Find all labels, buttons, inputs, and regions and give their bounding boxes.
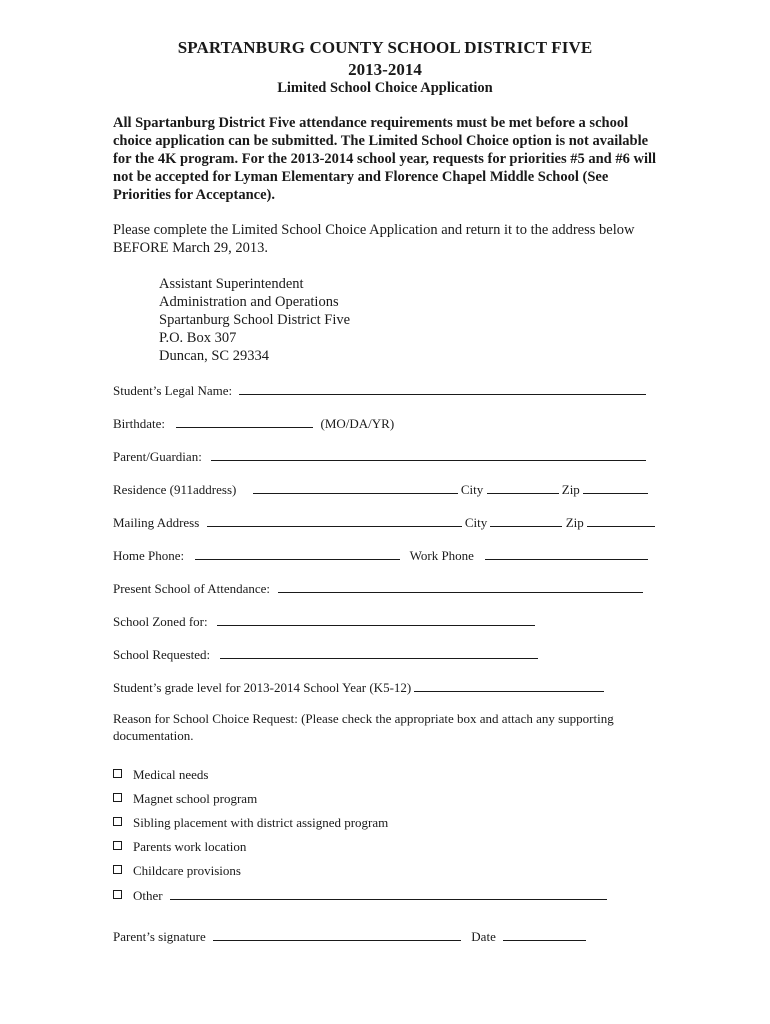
parent-guardian-label: Parent/Guardian:: [113, 449, 202, 464]
address-line: Spartanburg School District Five: [159, 312, 351, 328]
reason-option: [113, 862, 241, 880]
checkbox[interactable]: [113, 890, 122, 899]
attendance-notice: All Spartanburg District Five attendance requirements must be met before a school choice application can be submitted. The Limited School Choice option is not available for the 4K program. For the 2013-2014 school year, requests for priorities #5 and #6 will not be accepted for Lyman Elementary and Florence Chapel Middle School (See Priorities for Acceptance).: [113, 115, 657, 203]
birthdate-format-hint: (MO/DA/YR): [320, 416, 395, 431]
date-field[interactable]: [503, 927, 586, 941]
residence-zip-label: Zip: [561, 482, 580, 497]
checkbox[interactable]: [113, 793, 122, 802]
mailing-address-label: Mailing Address: [113, 515, 200, 530]
residence-zip-field[interactable]: [583, 480, 648, 494]
parent-guardian-row: [113, 447, 646, 465]
reason-label: Childcare provisions: [133, 863, 241, 878]
reason-label: Medical needs: [133, 767, 209, 782]
parent-guardian-field[interactable]: [211, 447, 646, 461]
student-name-field[interactable]: [239, 381, 646, 395]
grade-level-label: Student’s grade level for 2013-2014 School Year (K5-12): [113, 680, 412, 695]
reason-option: [113, 766, 208, 784]
student-name-row: [113, 381, 646, 399]
district-title: SPARTANBURG COUNTY SCHOOL DISTRICT FIVE: [177, 38, 593, 57]
grade-level-field[interactable]: [414, 678, 604, 692]
residence-city-label: City: [460, 482, 484, 497]
signature-field[interactable]: [213, 927, 461, 941]
school-zoned-label: School Zoned for:: [113, 614, 208, 629]
form-title: Limited School Choice Application: [277, 80, 493, 96]
reason-option: [113, 886, 607, 905]
grade-level-row: [113, 678, 604, 696]
reason-option: [113, 814, 388, 832]
birthdate-field[interactable]: [176, 414, 313, 428]
mailing-address-block: [159, 275, 350, 365]
phone-row: [113, 546, 648, 564]
reason-option: [113, 790, 257, 808]
address-line: Duncan, SC 29334: [159, 348, 269, 364]
reason-label: Parents work location: [133, 839, 247, 854]
address-line: P.O. Box 307: [159, 330, 237, 346]
reason-label: Magnet school program: [133, 791, 258, 806]
residence-field[interactable]: [253, 480, 458, 494]
reason-label: Sibling placement with district assigned program: [133, 815, 389, 830]
signature-row: [113, 927, 586, 945]
checkbox[interactable]: [113, 865, 122, 874]
reason-option: [113, 838, 246, 856]
submission-instructions: Please complete the Limited School Choice Application and return it to the address below BEFORE March 29, 2013.: [113, 222, 635, 256]
present-school-label: Present School of Attendance:: [113, 581, 271, 596]
work-phone-field[interactable]: [485, 546, 648, 560]
student-name-label: Student’s Legal Name:: [113, 383, 233, 398]
other-reason-field[interactable]: [170, 886, 607, 900]
mailing-zip-field[interactable]: [587, 513, 655, 527]
address-line: Administration and Operations: [159, 294, 339, 310]
checkbox[interactable]: [113, 841, 122, 850]
present-school-field[interactable]: [278, 579, 643, 593]
birthdate-label: Birthdate:: [113, 416, 165, 431]
address-line: Assistant Superintendent: [159, 276, 304, 292]
checkbox[interactable]: [113, 769, 122, 778]
school-requested-field[interactable]: [220, 645, 538, 659]
reason-label: Other: [133, 888, 163, 903]
present-school-row: [113, 579, 643, 597]
residence-row: [113, 480, 648, 498]
signature-label: Parent’s signature: [113, 929, 206, 944]
home-phone-label: Home Phone:: [113, 548, 185, 563]
mailing-city-field[interactable]: [490, 513, 562, 527]
mailing-city-label: City: [464, 515, 488, 530]
mailing-address-row: [113, 513, 655, 531]
home-phone-field[interactable]: [195, 546, 400, 560]
mailing-address-field[interactable]: [207, 513, 462, 527]
school-requested-row: [113, 645, 538, 663]
checkbox[interactable]: [113, 817, 122, 826]
date-label: Date: [471, 929, 496, 944]
residence-label: Residence (911address): [113, 482, 237, 497]
mailing-zip-label: Zip: [565, 515, 584, 530]
school-zoned-field[interactable]: [217, 612, 535, 626]
school-zoned-row: [113, 612, 535, 630]
school-year: 2013-2014: [348, 60, 422, 79]
residence-city-field[interactable]: [487, 480, 559, 494]
work-phone-label: Work Phone: [409, 548, 474, 563]
school-requested-label: School Requested:: [113, 647, 211, 662]
birthdate-row: [113, 414, 394, 432]
reason-prompt: Reason for School Choice Request: (Please check the appropriate box and attach any supporting documentation.: [113, 711, 614, 743]
